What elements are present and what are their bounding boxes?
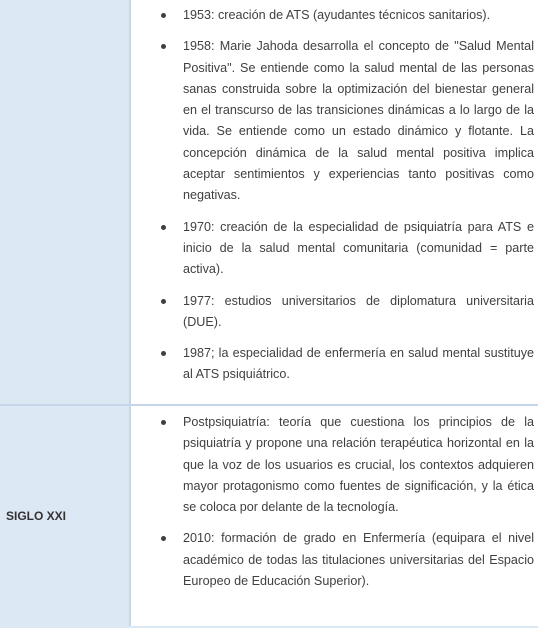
- events-list: [155, 5, 534, 386]
- list-item: 1977: estudios universitarios de diplomatura universitaria (DUE).: [155, 291, 534, 334]
- period-cell: [0, 406, 131, 626]
- events-list: [155, 412, 534, 592]
- events-cell: [131, 406, 538, 626]
- period-label: SIGLO XXI: [6, 509, 67, 523]
- events-cell: [131, 0, 538, 404]
- list-item: Postpsiquiatría: teoría que cuestiona los principios de la psiquiatría y propone una relación terapéutica horizontal en la que la voz de los usuarios es crucial, los contextos adquieren mayor protagonismo como fuentes de significación, y la ética se coloca por delante de la tecnología.: [155, 412, 534, 518]
- list-item: 1953: creación de ATS (ayudantes técnicos sanitarios).: [155, 5, 534, 26]
- list-item: 1958: Marie Jahoda desarrolla el concepto de "Salud Mental Positiva". Se entiende como la salud mental de las personas sanas construida sobre la optimización del bienestar general en el transcurso de las transiciones dinámicas a lo largo de la vida. Se entiende como un estado dinámico y flotante. La concepción dinámica de la salud mental positiva implica aceptar sentimientos y experiencias tanto positivas como negativas.: [155, 36, 534, 206]
- list-item: 1970: creación de la especialidad de psiquiatría para ATS e inicio de la salud mental comunitaria (comunidad = parte activa).: [155, 217, 534, 281]
- table-row: [0, 406, 538, 626]
- list-item: 1987; la especialidad de enfermería en salud mental sustituye al ATS psiquiátrico.: [155, 343, 534, 386]
- period-cell: [0, 0, 131, 404]
- list-item: 2010: formación de grado en Enfermería (equipara el nivel académico de todas las titulaciones universitarias del Espacio Europeo de Educación Superior).: [155, 528, 534, 592]
